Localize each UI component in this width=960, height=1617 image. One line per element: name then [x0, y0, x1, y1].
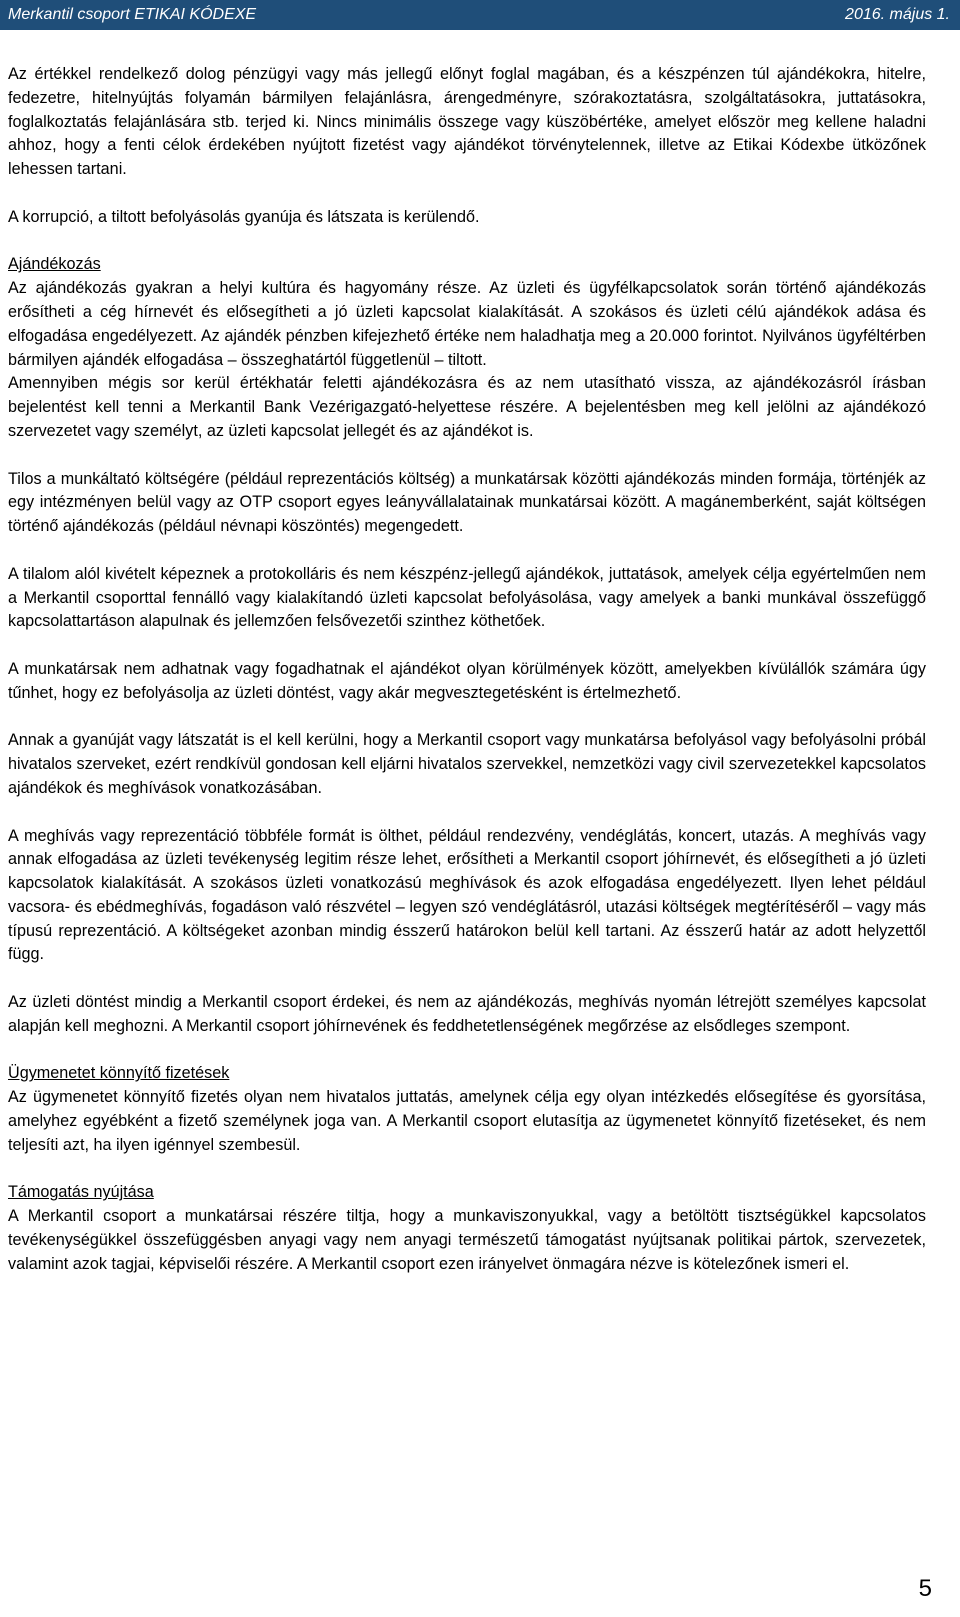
paragraph-corruption: A korrupció, a tiltott befolyásolás gyanúja és látszata is kerülendő. — [8, 207, 480, 226]
paragraph-employee-gifts: Tilos a munkáltató költségére (például reprezentációs költség) a munkatársak közötti ajándékozás minden formája, történjék az egy intézményen belül vagy az OTP csoport egyes leányvállalatainak munkatársai között. A magánemberként, saját költségen történő ajándékozás (például névnapi köszöntés) megengedett. — [8, 469, 926, 536]
document-body — [8, 63, 926, 1277]
paragraph-gifts-reporting: Amennyiben mégis sor kerül értékhatár feletti ajándékozásra és az nem utasítható vissza, az ajándékozásról írásban bejelentést kell tenni a Merkantil Bank Vezérigazgató-helyettese részére. A bejelentésben meg kell jelölni az ajándékozó szervezetet vagy személyt, az üzleti kapcsolat jellegét és az ajándékot is. — [8, 374, 926, 440]
paragraph-circumstances: A munkatársak nem adhatnak vagy fogadhatnak el ajándékot olyan körülmények között, amelyekben kívülállók számára úgy tűnhet, hogy ez befolyásolja az üzleti döntést, vagy akár megvesztegetésként is értelmezhető. — [8, 659, 926, 702]
section-heading-support: Támogatás nyújtása — [8, 1183, 154, 1202]
section-heading-facilitation-payments: Ügymenetet könnyítő fizetések — [8, 1064, 230, 1083]
paragraph-invitations: A meghívás vagy reprezentáció többféle formát is ölthet, például rendezvény, vendéglátás, koncert, utazás. A meghívás vagy annak elfogadása az üzleti tevékenység legitim része lehet, erősítheti a Merkantil csoport jóhírnevét, és elősegítheti a jó üzleti kapcsolatok kialakítását. A szokásos üzleti vonatkozású meghívások és azok elfogadása engedélyezett. Ilyen lehet például vacsora- és ebédmeghívás, fogadáson való részvétel – legyen szó vendéglátásról, utazási költségek megtérítéséről – vagy más típusú reprezentáció. A költségeket azonban mindig ésszerű határokon belül kell tartani. Az ésszerű határ az adott helyzettől függ. — [8, 826, 926, 964]
page-number: 5 — [918, 1575, 932, 1602]
document-title: Merkantil csoport ETIKAI KÓDEXE — [8, 6, 257, 23]
section-heading-gifts: Ajándékozás — [8, 255, 101, 274]
document-date: 2016. május 1. — [845, 6, 950, 23]
paragraph-facilitation-payments: Az ügymenetet könnyítő fizetés olyan nem hivatalos juttatás, amelynek célja egy olyan intézkedés elősegítése és gyorsítása, amelyhez egyébként a fizető személynek joga van. A Merkantil csoport elutasítja az ügymenetet könnyítő fizetéseket, és nem teljesíti azt, ha ilyen igénnyel szembesül. — [8, 1088, 926, 1154]
paragraph-support: A Merkantil csoport a munkatársai részére tiltja, hogy a munkaviszonyukkal, vagy a betöltött tisztségükkel kapcsolatos tevékenységükkel összefüggésben anyagi vagy nem anyagi természetű támogatást nyújtsanak politikai pártok, szervezetek, valamint azok tagjai, képviselői részére. A Merkantil csoport ezen irányelvet önmagára nézve is kötelezőnek ismeri el. — [8, 1207, 926, 1273]
paragraph-business-decisions: Az üzleti döntést mindig a Merkantil csoport érdekei, és nem az ajándékozás, meghívás nyomán létrejött személyes kapcsolat alapján kell meghozni. A Merkantil csoport jóhírnevének és feddhetetlenségének megőrzése az elsődleges szempont. — [8, 993, 926, 1035]
paragraph-official-bodies: Annak a gyanúját vagy látszatát is el kell kerülni, hogy a Merkantil csoport vagy munkatársa befolyásol vagy befolyásolni próbál hivatalos szerveket, ezért rendkívül gondosan kell eljárni hivatalos szervekkel, nemzetközi vagy civil szervezetekkel kapcsolatos ajándékok és meghívások vonatkozásában. — [8, 731, 926, 797]
paragraph-gifts-rules: Az ajándékozás gyakran a helyi kultúra és hagyomány része. Az üzleti és ügyfélkapcsolatok során történő ajándékozás erősítheti a cég hírnevét és elősegítheti a jó üzleti kapcsolat kialakítását. A szokásos és üzleti célú ajándékok adása és elfogadása engedélyezett. Az ajándék pénzben kifejezhető értéke nem haladhatja meg a 20.000 forintot. Nyilvános ügyféltérben bármilyen ajándék elfogadása – összeghatártól függetlenül – tiltott. — [8, 279, 926, 369]
paragraph-value-definition: Az értékkel rendelkező dolog pénzügyi vagy más jellegű előnyt foglal magában, és a készpénzen túl ajándékokra, hitelre, fedezetre, hitelnyújtás folyamán bármilyen felajánlásra, árengedményre, szórakoztatásra, szolgáltatásokra, juttatásokra, foglalkoztatás felajánlására stb. terjed ki. Nincs minimális összege vagy küszöbértéke, amelyet először meg kellene haladni ahhoz, hogy a fenti célok érdekében nyújtott fizetést vagy ajándékot törvénytelennek, illetve az Etikai Kódexbe ütközőnek lehessen tartani. — [8, 65, 926, 179]
page-header — [0, 0, 960, 30]
paragraph-exceptions: A tilalom alól kivételt képeznek a protokolláris és nem készpénz-jellegű ajándékok, juttatások, amelyek célja egyértelműen nem a Merkantil csoporttal fennálló vagy kialakítandó üzleti kapcsolat befolyásolása, vagy amelyek a banki munkával összefüggő kapcsolattartáson alapulnak és jellemzően felsővezetői szinthez köthetőek. — [8, 564, 926, 631]
